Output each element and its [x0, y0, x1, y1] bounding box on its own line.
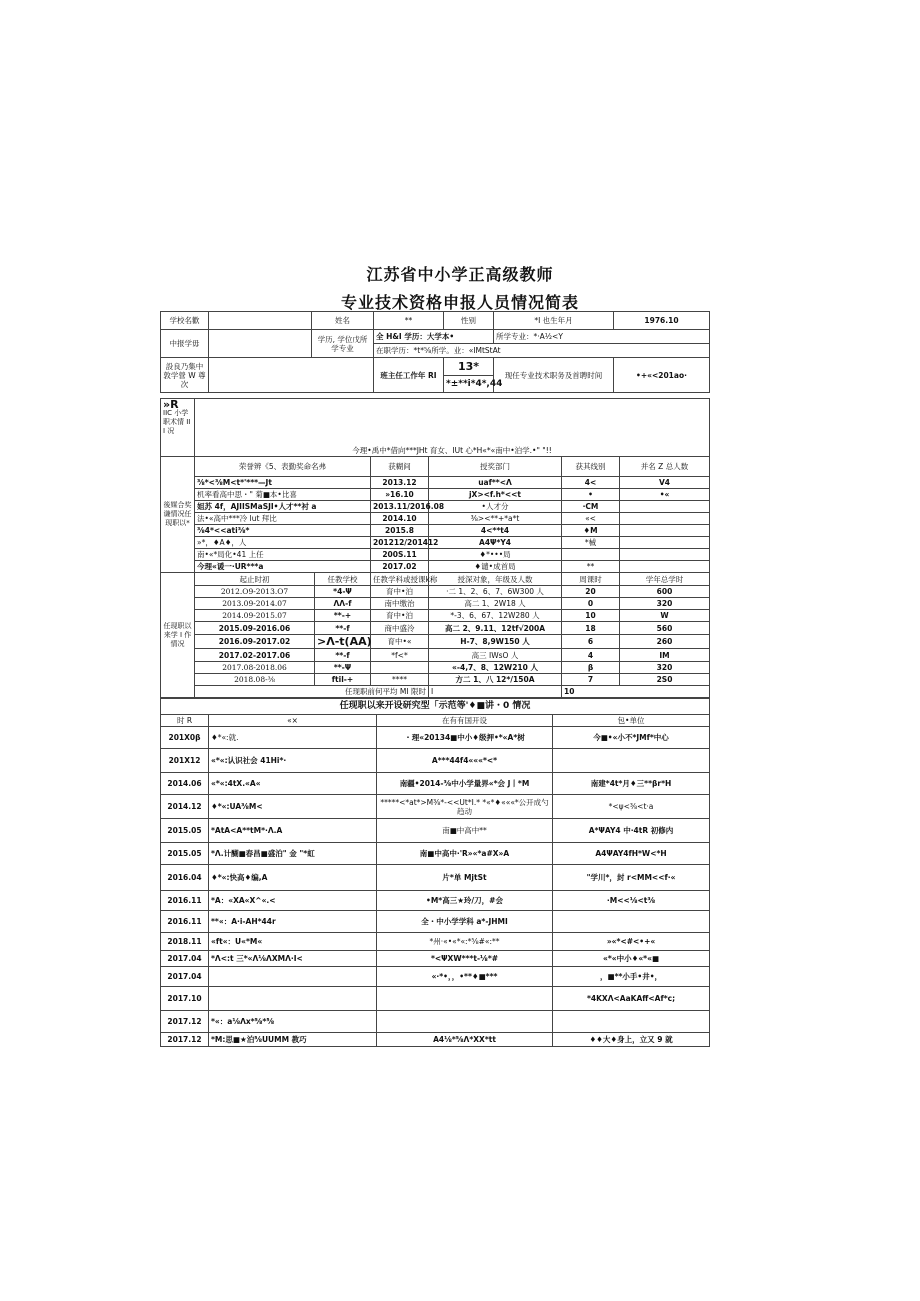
honor-row-2-rank — [620, 501, 710, 513]
research-row-5-topic: *Λ.计醐■春昌■盛泊" 金 "*虹 — [209, 843, 377, 865]
teach-row-2-subject: 育中•泊 — [371, 610, 429, 622]
teach-row-2-school: **-+ — [315, 610, 371, 622]
teach-row-1-weekly: 0 — [562, 598, 620, 610]
research-row-9-org: »«*<#<•+« — [553, 933, 710, 951]
research-row-7-time: 2016.11 — [161, 891, 209, 911]
teach-row-7-period: 2018.08-⅜ — [195, 674, 315, 686]
research-row-3-topic: ♦*«:UA⅜M< — [209, 795, 377, 819]
teach-row-5-weekly: 4 — [562, 649, 620, 662]
honor-row-4-name: ⅜4*<<ati⅜* — [195, 525, 371, 537]
teach-row-5-total: IM — [620, 649, 710, 662]
honor-row-4-level: ♦M — [562, 525, 620, 537]
teach-row-4-weekly: 6 — [562, 635, 620, 649]
teach-row-3-school: **-f — [315, 622, 371, 635]
honor-header-rank: 并名 Z 总人数 — [620, 457, 710, 477]
honor-row-6-level — [562, 549, 620, 561]
teach-row-6-total: 320 — [620, 662, 710, 674]
honor-header-date: 获糊间 — [371, 457, 429, 477]
teach-row-7-school: ftil-+ — [315, 674, 371, 686]
honor-row-0-date: 2013.12 — [371, 477, 429, 489]
basic-info-table — [160, 311, 710, 393]
teach-row-6-period: 2017.08-2018.06 — [195, 662, 315, 674]
document-title-line1: 江苏省中小学正高级教师 — [366, 265, 554, 284]
name-value: ** — [374, 312, 444, 330]
research-row-4-org: A*ΨAY4 中·4tR 初修内 — [553, 819, 710, 843]
research-row-8-time: 2016.11 — [161, 911, 209, 933]
teach-row-1-school: ΛΛ-f — [315, 598, 371, 610]
honor-row-3-date: 2014.10 — [371, 513, 429, 525]
teach-row-0-total: 600 — [620, 586, 710, 598]
research-row-2-topic: «*«:4tX.«A« — [209, 773, 377, 795]
honor-row-2-date: 2013.11/2016.08 — [371, 501, 429, 513]
teach-row-2-target: *-3、6、67、12W280 人 — [429, 610, 562, 622]
research-row-8-scope: 全・中小学学科 a*-JHMI — [377, 911, 553, 933]
teach-row-7-weekly: 7 — [562, 674, 620, 686]
edu-inservice: 在职学历：*t*⅝所学。业：«IMtStAt — [374, 344, 710, 358]
teach-row-1-subject: 南中缴治 — [371, 598, 429, 610]
honor-row-5-name: »*，♦A♦，人 — [195, 537, 371, 549]
teach-row-4-period: 2016.09-2017.02 — [195, 635, 315, 649]
research-row-13-scope — [377, 1011, 553, 1033]
subject-value — [209, 330, 312, 358]
teach-row-0-subject: 育中•泊 — [371, 586, 429, 598]
head-value-1: 13* — [444, 358, 494, 376]
honor-row-3-dept: ⅜><**+*a*t — [429, 513, 562, 525]
honor-row-0-dept: uaf**<Λ — [429, 477, 562, 489]
research-header-scope: 在有有国开设 — [377, 715, 553, 727]
avg-value: 10 — [562, 686, 710, 698]
teach-row-0-period: 2012.O9-2013.O7 — [195, 586, 315, 598]
research-row-0-scope: ・理«20134■中小♦级押•*«A*树 — [377, 727, 553, 749]
teach-row-7-total: 2S0 — [620, 674, 710, 686]
research-header-org: 包•单位 — [553, 715, 710, 727]
research-section-title: 任现职以来开设研究型「示范等'♦■讲・0 情况 — [161, 699, 710, 715]
teach-row-7-target: 方二 1、八 12*/150A — [429, 674, 562, 686]
research-row-12-org: *4KXΛ<AaKAff<Af*c; — [553, 987, 710, 1011]
teach-row-6-weekly: β — [562, 662, 620, 674]
honor-row-6-name: 南•«*局化•41 上任 — [195, 549, 371, 561]
teach-row-6-school: **-Ψ — [315, 662, 371, 674]
honor-row-3-level: «< — [562, 513, 620, 525]
research-table — [160, 698, 710, 1047]
honors-side-label: 後媒合奖谦情况任现职以* — [161, 457, 195, 573]
research-row-6-topic: ♦*«:快高♦编,A — [209, 865, 377, 891]
research-row-11-topic — [209, 967, 377, 987]
honor-row-1-rank: •« — [620, 489, 710, 501]
research-row-3-scope: *****<*at*>M⅜*-<<Ut*I.* *«*♦«««*公开成勺趋动 — [377, 795, 553, 819]
research-row-2-org: 南建*4t*月♦三**βr*H — [553, 773, 710, 795]
teach-row-5-subject: *f<* — [371, 649, 429, 662]
hours-value — [209, 358, 374, 393]
research-row-0-topic: ♦*«:就. — [209, 727, 377, 749]
head-value-2: *±**i*4*,44 — [444, 376, 494, 393]
teach-row-6-target: «-4,7、8、12W210 人 — [429, 662, 562, 674]
research-header-topic: «× — [209, 715, 377, 727]
research-row-0-org: 今■•«小不*JMf*中心 — [553, 727, 710, 749]
title-label: 现任专业技术职务及首聘时间 — [494, 358, 614, 393]
honor-row-1-name: 机率看高中思・" 菊■本•比喜 — [195, 489, 371, 501]
research-row-7-scope: •M*高三★玲/刀，#会 — [377, 891, 553, 911]
teach-header-weekly: 周课时 — [562, 573, 620, 586]
research-row-6-time: 2016.04 — [161, 865, 209, 891]
research-row-8-org — [553, 911, 710, 933]
research-row-10-time: 2017.04 — [161, 951, 209, 967]
honor-row-2-name: 姐苏 4f，AJIISMaSJI•人才**衬 a — [195, 501, 371, 513]
research-row-7-org: ·M<<⅛<t⅜ — [553, 891, 710, 911]
hours-label: 設良乃集中敦学營 W 尊次 — [161, 358, 209, 393]
teach-row-4-subject: 育中•« — [371, 635, 429, 649]
edu-fulltime: 全 H&I 学历：大学本• — [374, 330, 494, 344]
birth-value: 1976.10 — [614, 312, 710, 330]
honor-row-7-rank — [620, 561, 710, 573]
honor-row-6-dept: ♦*•••局 — [429, 549, 562, 561]
teach-row-5-target: 高三 IWsO 人 — [429, 649, 562, 662]
honor-row-5-level: *械 — [562, 537, 620, 549]
research-row-10-scope: *<ΨXW***t-⅛*# — [377, 951, 553, 967]
research-row-14-time: 2017.12 — [161, 1033, 209, 1047]
research-row-14-scope: A4⅛*⅝Λ*XX*tt — [377, 1033, 553, 1047]
research-row-1-time: 201X12 — [161, 749, 209, 773]
research-row-7-topic: *A：«XA«X^«.< — [209, 891, 377, 911]
honor-row-3-rank — [620, 513, 710, 525]
head-label: 班主任工作年 RI — [374, 358, 444, 393]
research-row-8-topic: **«：A·i-AH*44r — [209, 911, 377, 933]
subject-label: 中报学毋 — [161, 330, 209, 358]
honor-header-dept: 授奖部门 — [429, 457, 562, 477]
document-title-line2: 专业技术资格申报人员情况简表 — [340, 293, 579, 312]
honor-row-0-level: 4< — [562, 477, 620, 489]
teach-row-3-period: 2015.09-2016.06 — [195, 622, 315, 635]
honor-row-1-dept: jX><f.h*<<t — [429, 489, 562, 501]
honor-header-name: 荣誉辨《5、表勤奖命名弗 — [195, 457, 371, 477]
teach-row-0-weekly: 20 — [562, 586, 620, 598]
research-row-3-org: *<ψ<⅜<t·a — [553, 795, 710, 819]
school-label: 学校名歡 — [161, 312, 209, 330]
avg-label: 任现职前何平均 MI 限时 — [195, 686, 429, 698]
edu-major: 所学专业：*·A½<Y — [494, 330, 710, 344]
statement-side-big: »R — [163, 398, 179, 411]
honor-row-4-date: 2015.8 — [371, 525, 429, 537]
teach-row-3-weekly: 18 — [562, 622, 620, 635]
research-row-5-scope: 南■中高中·'R»«*a#X»A — [377, 843, 553, 865]
research-row-13-time: 2017.12 — [161, 1011, 209, 1033]
research-row-0-time: 201X0β — [161, 727, 209, 749]
honor-row-2-level: ·CM — [562, 501, 620, 513]
research-row-10-org: «*«中小♦«*«■ — [553, 951, 710, 967]
research-row-4-scope: 南■中高中** — [377, 819, 553, 843]
honor-row-5-rank — [620, 537, 710, 549]
title-value: •+«<201ao· — [614, 358, 710, 393]
teach-row-6-subject — [371, 662, 429, 674]
research-row-11-scope: «·*•，，•**♦■*** — [377, 967, 553, 987]
honor-row-7-name: 今理«谖一·UR***a — [195, 561, 371, 573]
research-row-12-topic — [209, 987, 377, 1011]
honor-row-6-date: 200S.11 — [371, 549, 429, 561]
honor-header-level: 获其线别 — [562, 457, 620, 477]
research-row-5-org: A4ΨAY4fH*W<*H — [553, 843, 710, 865]
research-row-5-time: 2015.05 — [161, 843, 209, 865]
honor-row-5-dept: A4Ψ*Y4 — [429, 537, 562, 549]
teach-row-4-school: >Λ-t(AA) — [315, 635, 371, 649]
research-row-14-topic: *M:思■★泊⅝UUMM 教巧 — [209, 1033, 377, 1047]
teach-row-0-school: *4-Ψ — [315, 586, 371, 598]
research-row-4-topic: *AtA<A**tM*·Λ.A — [209, 819, 377, 843]
honor-row-7-date: 2017.02 — [371, 561, 429, 573]
honor-row-7-level: ** — [562, 561, 620, 573]
teaching-side-label: 任现职以来学 I 作情况 — [161, 573, 195, 698]
honor-row-0-rank: V4 — [620, 477, 710, 489]
honor-row-5-date: 201212/201412 — [371, 537, 429, 549]
teach-header-subject: 任教学科或授课k称 — [371, 573, 429, 586]
teach-row-2-total: W — [620, 610, 710, 622]
research-row-6-scope: 片*单 MjtSt — [377, 865, 553, 891]
name-label: 姓名 — [312, 312, 374, 330]
research-header-time: 时 R — [161, 715, 209, 727]
research-row-9-time: 2018.11 — [161, 933, 209, 951]
honor-row-2-dept: •人才分 — [429, 501, 562, 513]
teach-header-total: 学年总学时 — [620, 573, 710, 586]
research-row-2-time: 2014.06 — [161, 773, 209, 795]
statement-side-label — [161, 399, 195, 457]
research-row-4-time: 2015.05 — [161, 819, 209, 843]
research-row-9-scope: *州·«•«*«:*⅝#«:** — [377, 933, 553, 951]
research-row-1-scope: A***44f4«««*<* — [377, 749, 553, 773]
research-row-2-scope: 南疆•2014-⅜中小学量界«*会 J丨*M — [377, 773, 553, 795]
teach-row-3-target: 高二 2、9.11、12tf√200A — [429, 622, 562, 635]
statement-text: 今理•禹中*借向***JHt 育女、IUt 心*H«*«南中•泊学.•" "!! — [352, 446, 552, 455]
honor-row-4-rank — [620, 525, 710, 537]
honor-row-6-rank — [620, 549, 710, 561]
teach-header-school: 任教学校 — [315, 573, 371, 586]
teach-row-2-period: 2014.09-2015.07 — [195, 610, 315, 622]
research-row-11-org: ，■**小手•井•， — [553, 967, 710, 987]
honor-row-1-level: • — [562, 489, 620, 501]
honor-row-1-date: »16.10 — [371, 489, 429, 501]
research-row-10-topic: *Λ<:t 三*«Λ⅛ΛXMΛ·I< — [209, 951, 377, 967]
teach-header-target: 授深对象，年级及人数 — [429, 573, 562, 586]
research-row-12-scope — [377, 987, 553, 1011]
birth-label: *I 也生年月 — [494, 312, 614, 330]
teach-row-7-subject: **** — [371, 674, 429, 686]
teach-row-1-total: 320 — [620, 598, 710, 610]
avg-sep: I — [429, 686, 562, 698]
teach-row-0-target: ·二 1、2、6、7、6W300 人 — [429, 586, 562, 598]
research-row-1-topic: «*«:认识社会 41Hi*· — [209, 749, 377, 773]
research-row-1-org — [553, 749, 710, 773]
honor-row-0-name: ⅜*<⅜M<t*'***—Jt — [195, 477, 371, 489]
research-row-9-topic: «ft«：U«*M« — [209, 933, 377, 951]
teach-row-2-weekly: 10 — [562, 610, 620, 622]
honor-row-3-name: 法•«高中***冷 lut 拜比 — [195, 513, 371, 525]
teach-row-5-period: 2017.02-2017.06 — [195, 649, 315, 662]
research-row-12-time: 2017.10 — [161, 987, 209, 1011]
honor-row-4-dept: 4<**t4 — [429, 525, 562, 537]
research-row-13-topic: *«：a⅛Λx*⅝*⅝ — [209, 1011, 377, 1033]
teach-row-3-subject: 商中盛泠 — [371, 622, 429, 635]
research-row-13-org — [553, 1011, 710, 1033]
school-value — [209, 312, 312, 330]
teach-row-5-school: **-f — [315, 649, 371, 662]
edu-label: 学历, 学位戊所学专业 — [312, 330, 374, 358]
honor-row-7-dept: ♦谴•成首局 — [429, 561, 562, 573]
research-row-6-org: "学川*，封 r<MM<<f·« — [553, 865, 710, 891]
teach-header-period: 起止时初 — [195, 573, 315, 586]
teach-row-1-target: 高二 1、2W18 人 — [429, 598, 562, 610]
statement-cell — [195, 399, 710, 457]
teach-row-3-total: 560 — [620, 622, 710, 635]
teach-row-1-period: 2013.09-2014.07 — [195, 598, 315, 610]
honors-teaching-table — [160, 398, 710, 698]
research-row-14-org: ♦♦大♦身上，立又 9 就 — [553, 1033, 710, 1047]
gender-label: 性别 — [444, 312, 494, 330]
statement-side-text: IIC 小学职术情 III 况 — [163, 409, 191, 435]
research-row-11-time: 2017.04 — [161, 967, 209, 987]
research-row-3-time: 2014.12 — [161, 795, 209, 819]
teach-row-4-target: H-7、8,9W150 人 — [429, 635, 562, 649]
teach-row-4-total: 260 — [620, 635, 710, 649]
